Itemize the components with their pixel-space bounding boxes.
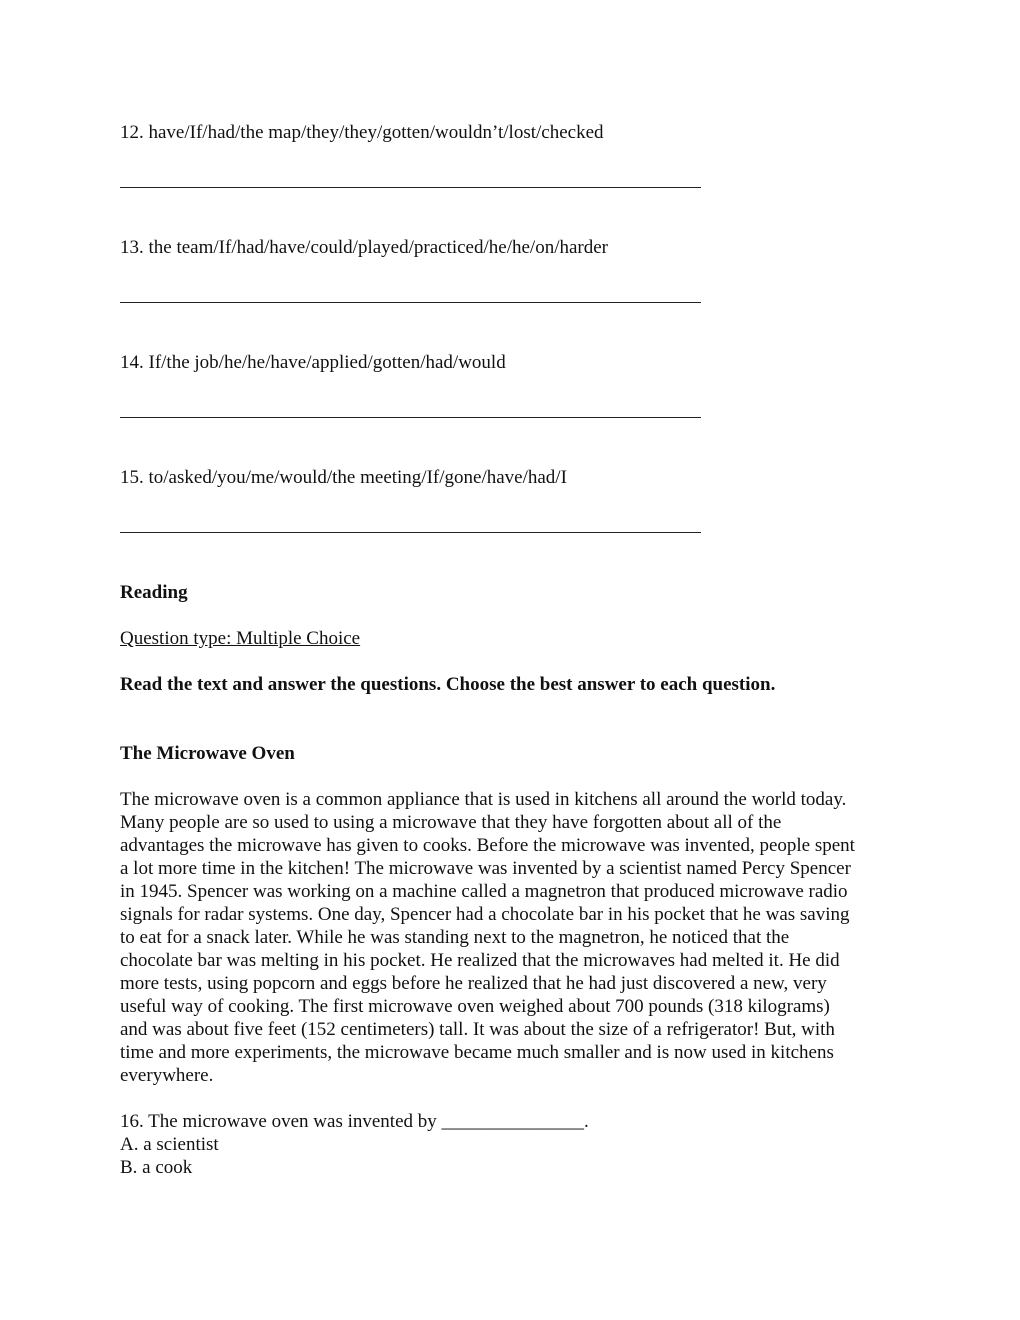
passage-line: chocolate bar was melting in his pocket. He realized that the microwaves had melted it. He did <box>120 950 840 971</box>
answer-line-13[interactable] <box>120 302 701 303</box>
section-title: Reading <box>120 582 188 603</box>
exercise-prompt: the team/If/had/have/could/played/practiced/he/he/on/harder <box>148 237 608 258</box>
option-b[interactable]: B. a cook <box>120 1157 193 1178</box>
passage-title: The Microwave Oven <box>120 743 295 764</box>
exercise-14 <box>120 351 506 374</box>
passage-line: Many people are so used to using a microwave that they have forgotten about all of the <box>120 812 782 833</box>
exercise-number: 15. <box>120 467 144 488</box>
passage-text <box>120 788 900 1087</box>
instructions: Read the text and answer the questions. Choose the best answer to each question. <box>120 674 776 695</box>
passage-line: a lot more time in the kitchen! The microwave was invented by a scientist named Percy Spencer <box>120 858 851 879</box>
exercise-prompt: have/If/had/the map/they/they/gotten/wouldn’t/lost/checked <box>148 122 604 143</box>
passage-line: everywhere. <box>120 1065 214 1086</box>
exercise-12 <box>120 121 604 144</box>
passage-line: and was about five feet (152 centimeters) tall. It was about the size of a refrigerator! But, with <box>120 1019 835 1040</box>
answer-line-14[interactable] <box>120 417 701 418</box>
passage-line: signals for radar systems. One day, Spencer had a chocolate bar in his pocket that he was saving <box>120 904 850 925</box>
passage-line: advantages the microwave has given to cooks. Before the microwave was invented, people spent <box>120 835 855 856</box>
exercise-number: 12. <box>120 122 144 143</box>
exercise-15 <box>120 466 567 489</box>
exercise-number: 13. <box>120 237 144 258</box>
question-16 <box>120 1110 589 1179</box>
passage-line: useful way of cooking. The first microwave oven weighed about 700 pounds (318 kilograms) <box>120 996 830 1017</box>
exercise-prompt: to/asked/you/me/would/the meeting/If/gone/have/had/I <box>148 467 567 488</box>
passage-line: The microwave oven is a common appliance that is used in kitchens all around the world today. <box>120 789 847 810</box>
exercise-prompt: If/the job/he/he/have/applied/gotten/had/would <box>148 352 506 373</box>
answer-line-15[interactable] <box>120 532 701 533</box>
question-stem: 16. The microwave oven was invented by _______________. <box>120 1111 589 1132</box>
exercise-number: 14. <box>120 352 144 373</box>
passage-line: time and more experiments, the microwave became much smaller and is now used in kitchens <box>120 1042 834 1063</box>
passage-line: to eat for a snack later. While he was standing next to the magnetron, he noticed that the <box>120 927 790 948</box>
question-type: Question type: Multiple Choice <box>120 628 361 649</box>
option-a[interactable]: A. a scientist <box>120 1134 219 1155</box>
answer-line-12[interactable] <box>120 187 701 188</box>
exercise-13 <box>120 236 608 259</box>
passage-line: more tests, using popcorn and eggs before he realized that he had just discovered a new, very <box>120 973 827 994</box>
passage-line: in 1945. Spencer was working on a machine called a magnetron that produced microwave radio <box>120 881 848 902</box>
